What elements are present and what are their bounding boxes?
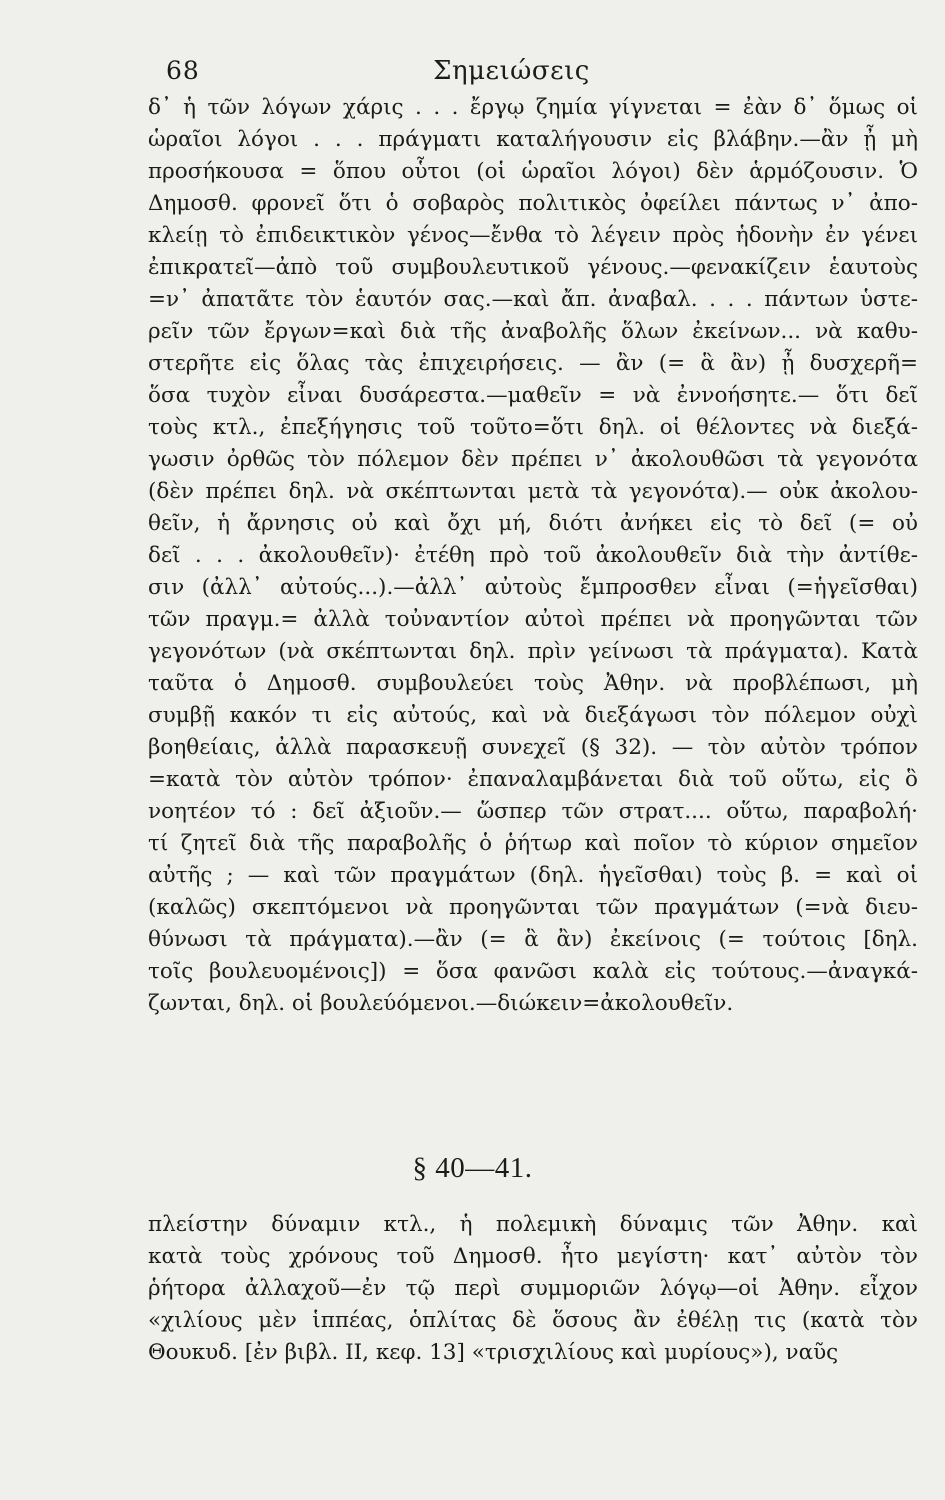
notes-block-b [148, 1209, 918, 1369]
text-line: ὡραῖοι λόγοι . . . πράγματι καταλήγουσιν εἰς βλάβην.—ἂν ᾖ μὴ [148, 127, 918, 152]
text-line: βοηθείαις, ἀλλὰ παρασκευῇ συνεχεῖ (§ 32). — τὸν αὐτὸν τρόπον [148, 735, 918, 760]
running-title: Σημειώσεις [433, 56, 590, 86]
text-line: γεγονότων (νὰ σκέπτωνται δηλ. πρὶν γείνωσι τὰ πράγματα). Κατὰ [148, 639, 918, 664]
text-line: συμβῇ κακόν τι εἰς αὐτούς, καὶ νὰ διεξάγωσι τὸν πόλεμον οὐχὶ [148, 703, 918, 728]
notes-block-a [148, 92, 918, 1020]
text-line: δεῖ . . . ἀκολουθεῖν)· ἐτέθη πρὸ τοῦ ἀκολουθεῖν διὰ τὴν ἀντίθε- [148, 543, 918, 568]
text-line: αὐτῆς ; — καὶ τῶν πραγμάτων (δηλ. ἡγεῖσθαι) τοὺς β. = καὶ οἱ [148, 863, 918, 888]
text-line: Θουκυδ. [ἐν βιβλ. II, κεφ. 13] «τρισχιλίους καὶ μυρίους»), ναῦς [148, 1340, 839, 1365]
text-line: τῶν πραγμ.= ἀλλὰ τοὐναντίον αὐτοὶ πρέπει νὰ προηγῶνται τῶν [148, 607, 918, 632]
text-line: στερῆτε εἰς ὅλας τὰς ἐπιχειρήσεις. — ἂν (= ἃ ἂν) ᾖ δυσχερῆ= [148, 351, 918, 376]
text-line: ῥήτορα ἀλλαχοῦ—ἐν τῷ περὶ συμμοριῶν λόγῳ—οἱ Ἀθην. εἶχον [148, 1276, 918, 1301]
text-line: ὅσα τυχὸν εἶναι δυσάρεστα.—μαθεῖν = νὰ ἐννοήσητε.— ὅτι δεῖ [148, 383, 918, 408]
text-line: πλείστην δύναμιν κτλ., ἡ πολεμικὴ δύναμις τῶν Ἀθην. καὶ [148, 1212, 918, 1237]
text-line: νοητέον τό : δεῖ ἀξιοῦν.— ὥσπερ τῶν στρατ.... οὕτω, παραβολή· [148, 799, 918, 824]
text-line: κατὰ τοὺς χρόνους τοῦ Δημοσθ. ἦτο μεγίστη· κατ᾽ αὐτὸν τὸν [148, 1244, 918, 1269]
text-line: ἐπικρατεῖ—ἀπὸ τοῦ συμβουλευτικοῦ γένους.—φενακίζειν ἑαυτοὺς [148, 255, 918, 280]
text-line: τοὺς κτλ., ἐπεξήγησις τοῦ τοῦτο=ὅτι δηλ. οἱ θέλοντες νὰ διεξά- [148, 415, 918, 440]
text-line: προσήκουσα = ὅπου οὗτοι (οἱ ὡραῖοι λόγοι) δὲν ἁρμόζουσιν. Ὁ [148, 159, 918, 184]
text-line: θύνωσι τὰ πράγματα).—ἂν (= ἃ ἂν) ἐκείνοις (= τούτοις [δηλ. [148, 927, 918, 952]
text-line: ζωνται, δηλ. οἱ βουλεύόμενοι.—διώκειν=ἀκολουθεῖν. [148, 991, 734, 1016]
text-line: σιν (ἀλλ᾽ αὐτούς...).—ἀλλ᾽ αὐτοὺς ἔμπροσθεν εἶναι (=ἡγεῖσθαι) [148, 575, 918, 600]
text-line: (καλῶς) σκεπτόμενοι νὰ προηγῶνται τῶν πραγμάτων (=νὰ διευ- [148, 895, 918, 920]
text-line: =κατὰ τὸν αὐτὸν τρόπον· ἐπαναλαμβάνεται διὰ τοῦ οὕτω, εἰς ὃ [148, 767, 918, 792]
text-line: θεῖν, ἡ ἄρνησις οὐ καὶ ὄχι μή, διότι ἀνήκει εἰς τὸ δεῖ (= οὐ [148, 511, 918, 536]
text-line: γωσιν ὀρθῶς τὸν πόλεμον δὲν πρέπει ν᾽ ἀκολουθῶσι τὰ γεγονότα [148, 447, 918, 472]
text-line: ταῦτα ὁ Δημοσθ. συμβουλεύει τοὺς Ἀθην. νὰ προβλέπωσι, μὴ [148, 671, 918, 696]
section-heading: § 40—41. [412, 1152, 533, 1184]
text-line: (δὲν πρέπει δηλ. νὰ σκέπτωνται μετὰ τὰ γεγονότα).— οὐκ ἀκολου- [148, 479, 918, 504]
text-line: =ν᾽ ἀπατᾶτε τὸν ἑαυτόν σας.—καὶ ἄπ. ἀναβαλ. . . . πάντων ὑστε- [148, 287, 918, 312]
text-line: Δημοσθ. φρονεῖ ὅτι ὁ σοβαρὸς πολιτικὸς ὀφείλει πάντως ν᾽ ἀπο- [148, 191, 918, 216]
text-line: τοῖς βουλευομένοις]) = ὅσα φανῶσι καλὰ εἰς τούτους.—ἀναγκά- [148, 959, 918, 984]
text-line: δ᾽ ἡ τῶν λόγων χάρις . . . ἔργῳ ζημία γίγνεται = ἐὰν δ᾽ ὅμως οἱ [148, 95, 918, 120]
text-line: ρεῖν τῶν ἔργων=καὶ διὰ τῆς ἀναβολῆς ὅλων ἐκείνων... νὰ καθυ- [148, 319, 918, 344]
text-line: κλείῃ τὸ ἐπιδεικτικὸν γένος—ἔνθα τὸ λέγειν πρὸς ἡδονὴν ἐν γένει [148, 223, 918, 248]
text-line: «χιλίους μὲν ἱππέας, ὁπλίτας δὲ ὅσους ἂν ἐθέλῃ τις (κατὰ τὸν [148, 1308, 918, 1333]
page-number: 68 [166, 56, 200, 85]
text-line: τί ζητεῖ διὰ τῆς παραβολῆς ὁ ῥήτωρ καὶ ποῖον τὸ κύριον σημεῖον [148, 831, 918, 856]
page-header [166, 56, 857, 96]
